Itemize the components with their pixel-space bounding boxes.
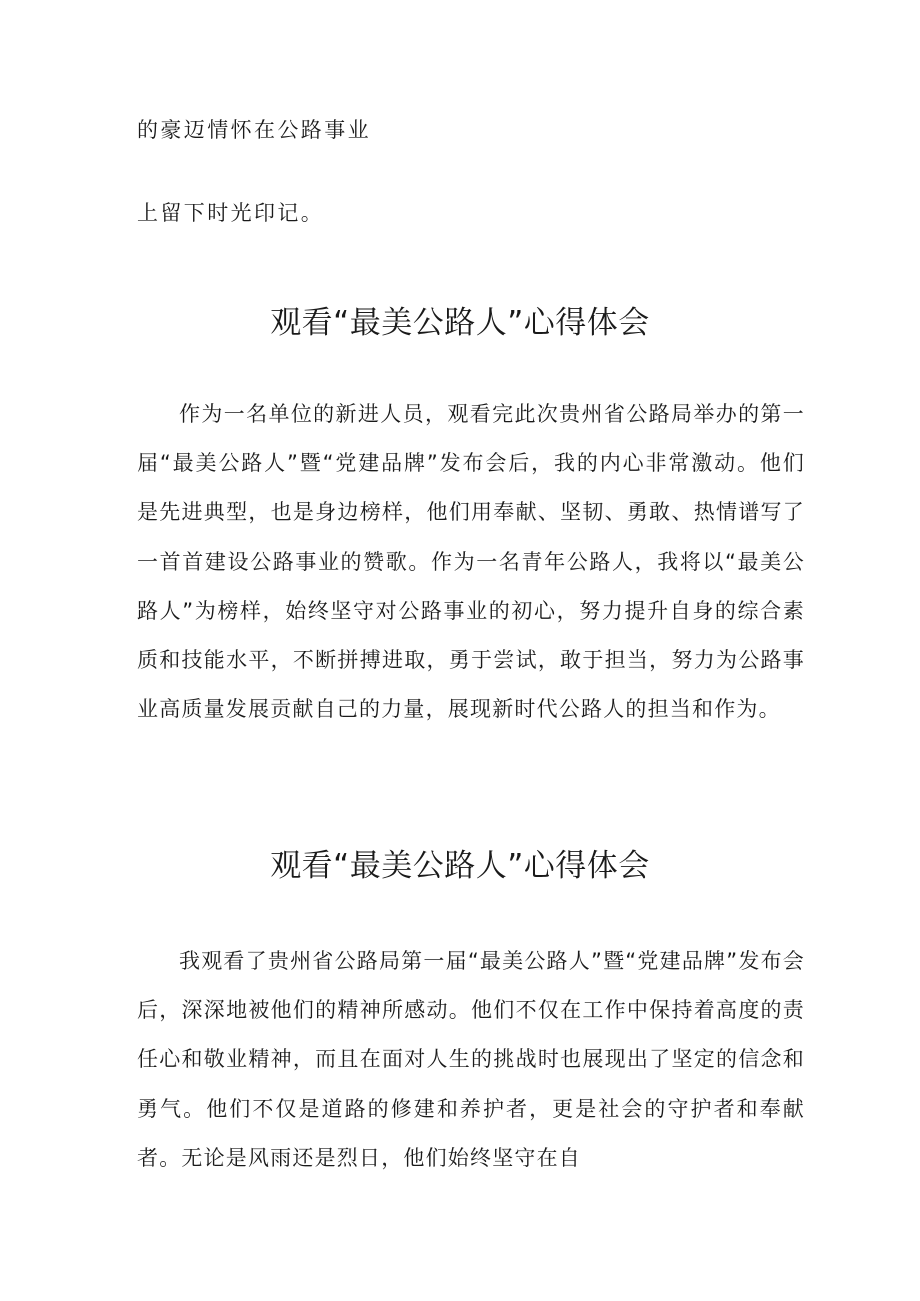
fragment-line-1: 的豪迈情怀在公路事业	[137, 118, 371, 142]
fragment-line-2: 上留下时光印记。	[137, 201, 325, 225]
section-1-title: 观看“最美公路人”心得体会	[270, 305, 650, 341]
section-2-body: 我观看了贵州省公路局第一届“最美公路人”暨“党建品牌”发布会后，深深地被他们的精神所感动。他们不仅在工作中保持着高度的责任心和敬业精神，而且在面对人生的挑战时也展现出了坚定的信念和勇气。他们不仅是道路的修建和养护者，更是社会的守护者和奉献者。无论是风雨还是烈日，他们始终坚守在自	[137, 949, 805, 1170]
section-2-title: 观看“最美公路人”心得体会	[270, 848, 650, 884]
section-1-body: 作为一名单位的新进人员，观看完此次贵州省公路局举办的第一届“最美公路人”暨“党建品牌”发布会后，我的内心非常激动。他们是先进典型，也是身边榜样，他们用奉献、坚韧、勇敢、热情谱写了一首首建设公路事业的赞歌。作为一名青年公路人，我将以“最美公路人”为榜样，始终坚守对公路事业的初心，努力提升自身的综合素质和技能水平，不断拼搏进取，勇于尝试，敢于担当，努力为公路事业高质量发展贡献自己的力量，展现新时代公路人的担当和作为。	[137, 402, 805, 722]
